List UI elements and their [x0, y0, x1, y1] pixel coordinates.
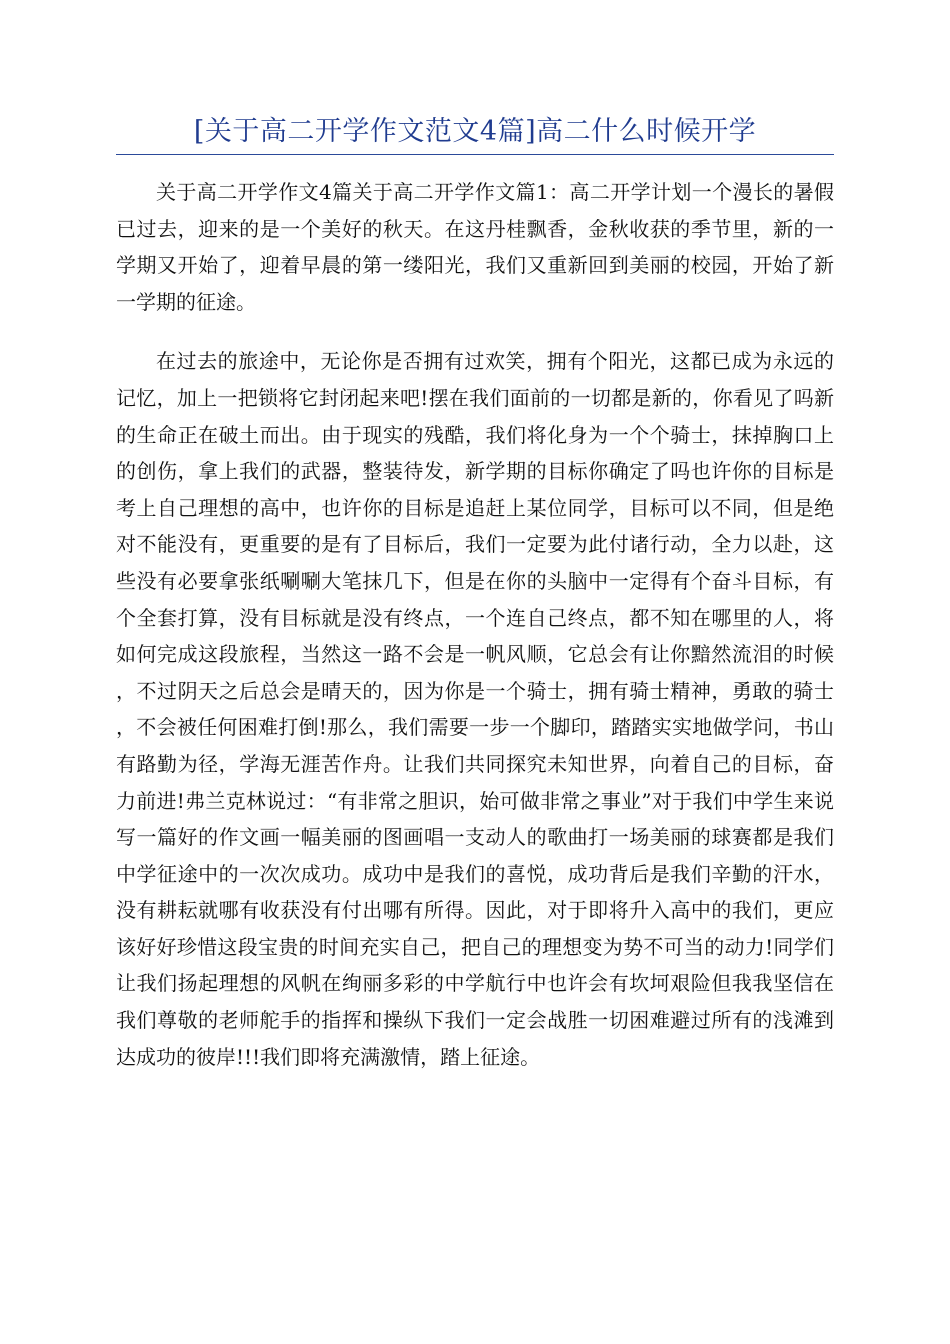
- paragraph-1: 关于高二开学作文4篇关于高二开学作文篇1：高二开学计划一个漫长的暑假已过去，迎来的是一个美好的秋天。在这丹桂飘香，金秋收获的季节里，新的一学期又开始了，迎着早晨的第一缕阳光，我们又重新回到美丽的校园，开始了新一学期的征途。: [116, 180, 834, 314]
- document-title: [关于高二开学作文范文4篇]高二什么时候开学: [193, 116, 757, 147]
- paragraph-2: 在过去的旅途中，无论你是否拥有过欢笑，拥有个阳光，这都已成为永远的记忆，加上一把锁将它封闭起来吧!摆在我们面前的一切都是新的，你看见了吗新的生命正在破土而出。由于现实的残酷，我们将化身为一个个骑士，抹掉胸口上的创伤，拿上我们的武器，整装待发，新学期的目标你确定了吗也许你的目标是考上自己理想的高中，也许你的目标是追赶上某位同学，目标可以不同，但是绝对不能没有，更重要的是有了目标后，我们一定要为此付诸行动，全力以赴，这些没有必要拿张纸唰唰大笔抹几下，但是在你的头脑中一定得有个奋斗目标，有个全套打算，没有目标就是没有终点，一个连自己终点，都不知在哪里的人，将如何完成这段旅程，当然这一路不会是一帆风顺，它总会有让你黯然流泪的时候，不过阴天之后总会是晴天的，因为你是一个骑士，拥有骑士精神，勇敢的骑士，不会被任何困难打倒!那么，我们需要一步一个脚印，踏踏实实地做学问，书山有路勤为径，学海无涯苦作舟。让我们共同探究未知世界，向着自己的目标，奋力前进!弗兰克林说过：“有非常之胆识，始可做非常之事业”对于我们中学生来说写一篇好的作文画一幅美丽的图画唱一支动人的歌曲打一场美丽的球赛都是我们中学征途中的一次次成功。成功中是我们的喜悦，成功背后是我们辛勤的汗水，没有耕耘就哪有收获没有付出哪有所得。因此，对于即将升入高中的我们，更应该好好珍惜这段宝贵的时间充实自己，把自己的理想变为势不可当的动力!同学们让我们扬起理想的风帆在绚丽多彩的中学航行中也许会有坎坷艰险但我我坚信在我们尊敬的老师舵手的指挥和操纵下我们一定会战胜一切困难避过所有的浅滩到达成功的彼岸!!!我们即将充满激情，踏上征途。: [116, 349, 834, 1069]
- document-body: [116, 174, 834, 1075]
- title-underline: [116, 154, 834, 155]
